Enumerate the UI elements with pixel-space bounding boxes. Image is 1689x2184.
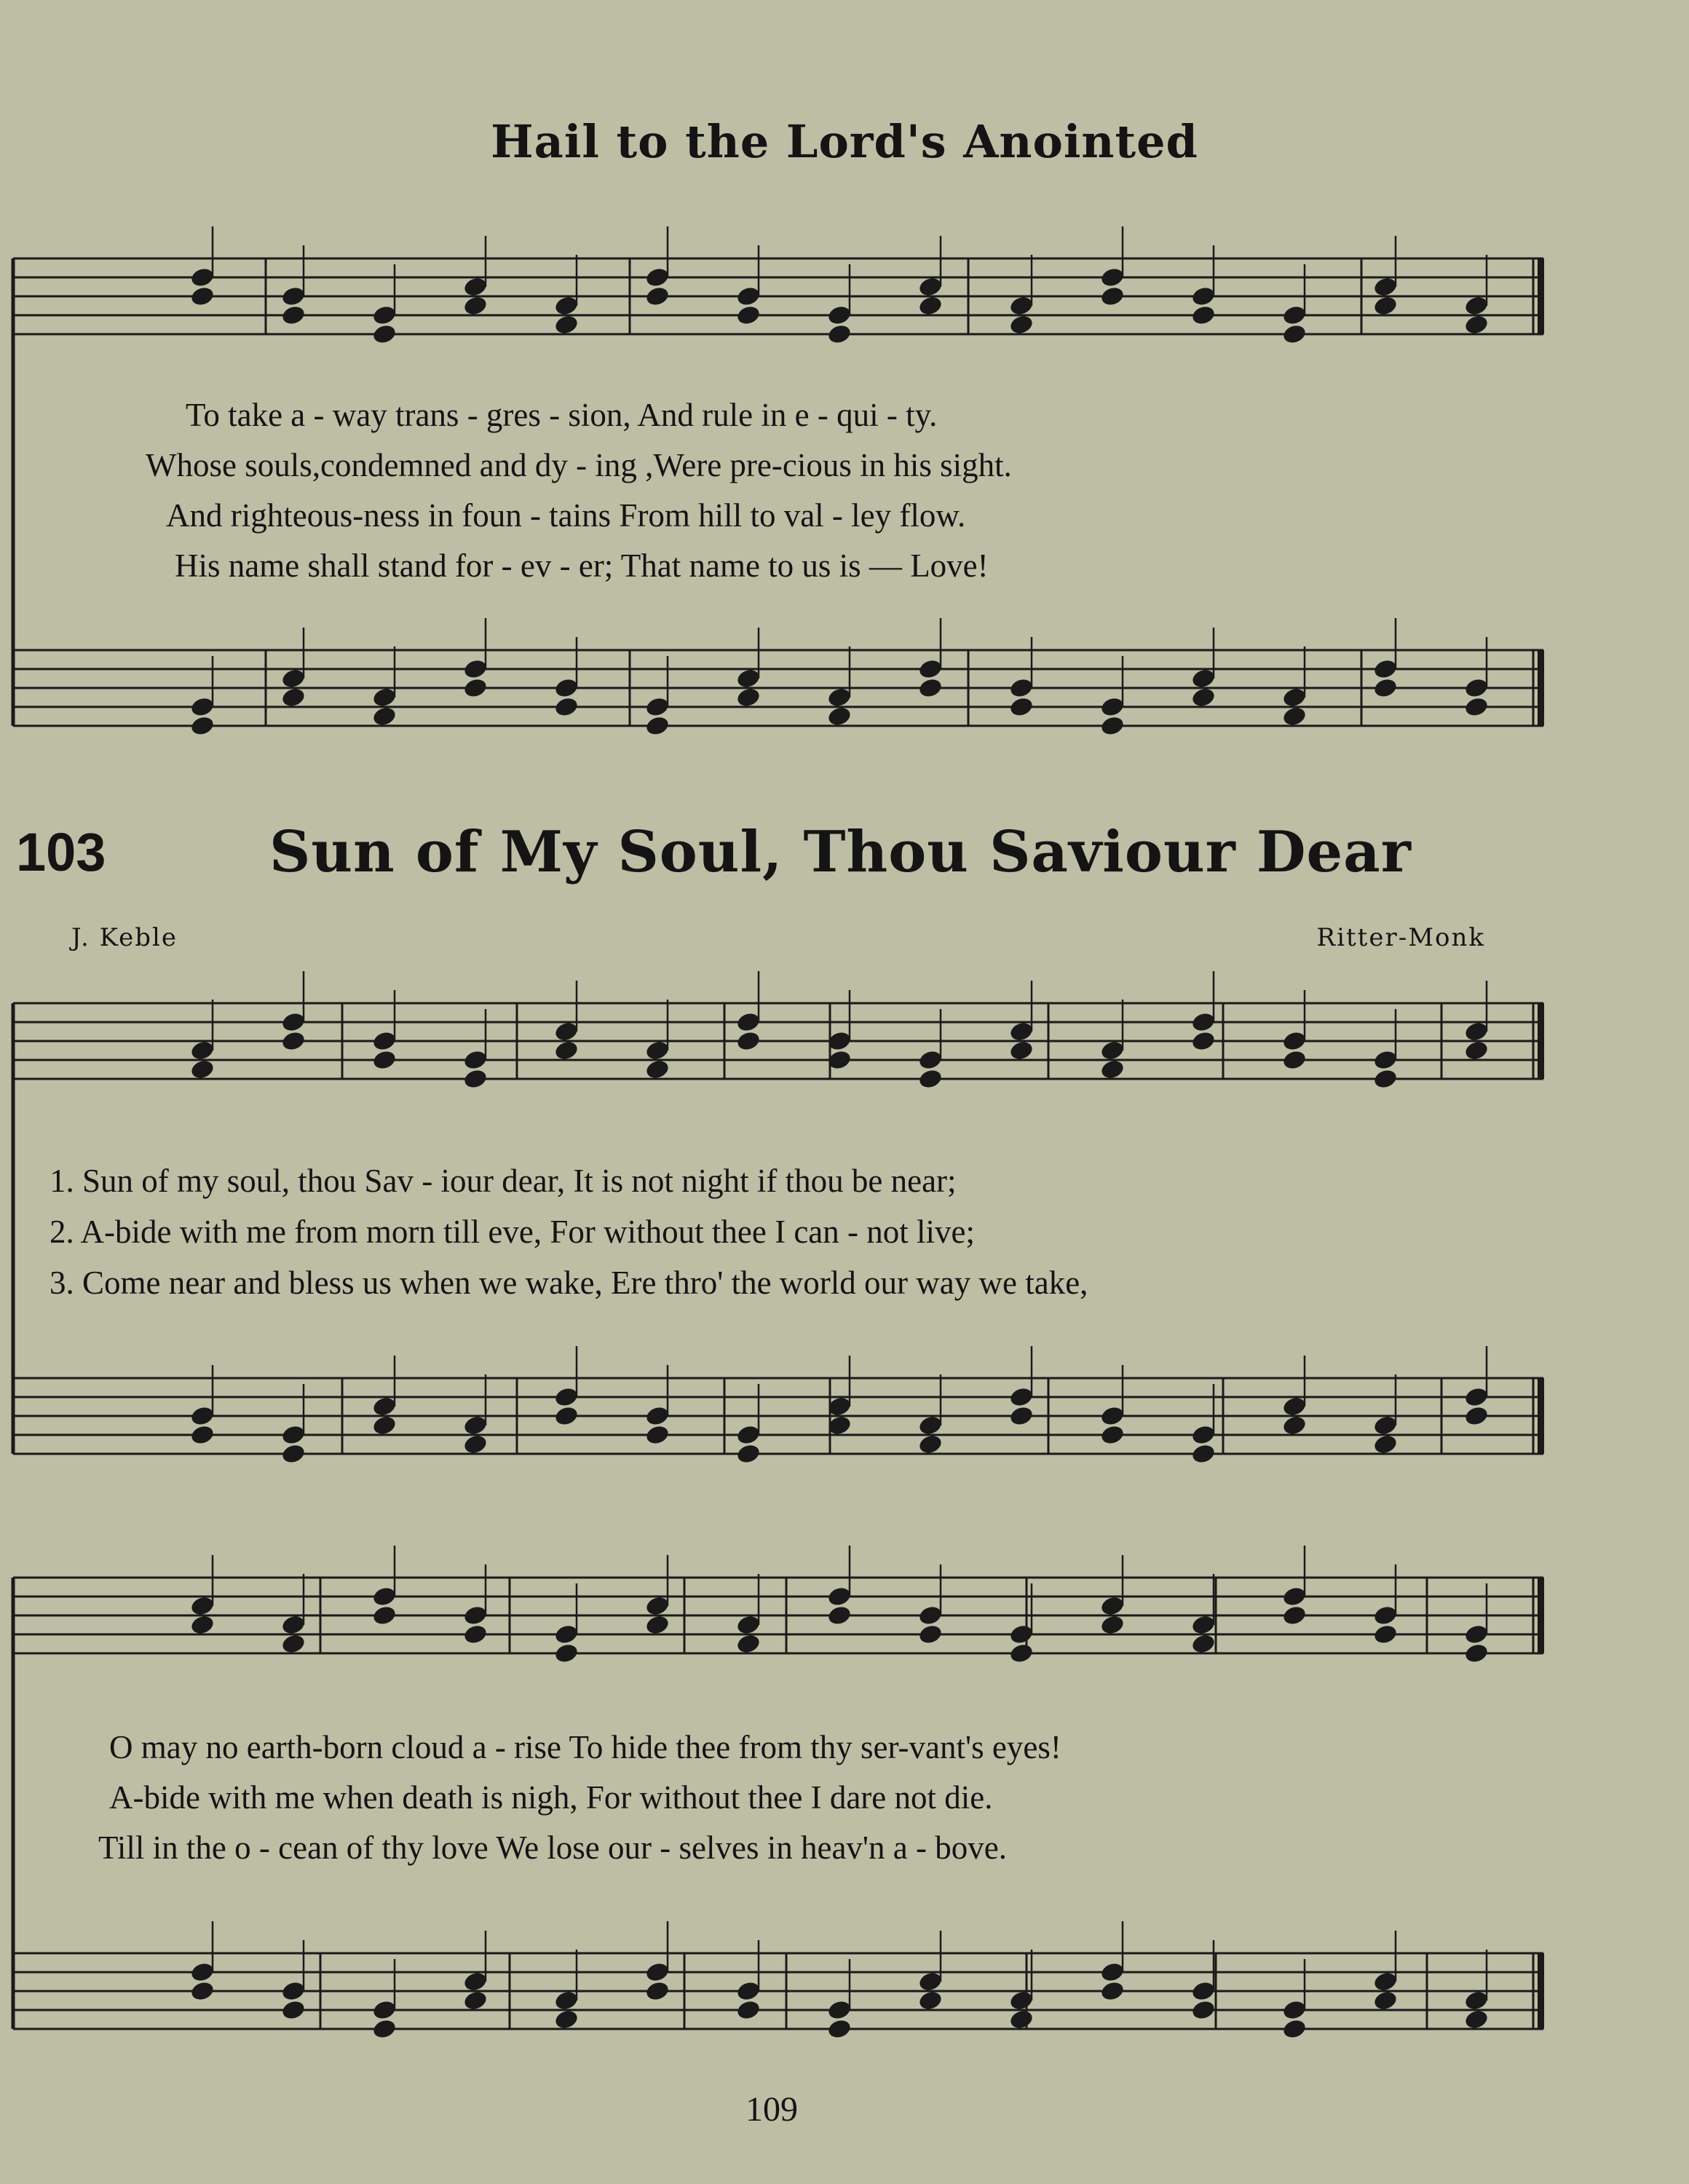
final-barline [1538, 1578, 1544, 1653]
notehead [644, 1059, 671, 1081]
notehead [1190, 1633, 1217, 1655]
notehead [917, 1971, 944, 1993]
notehead [1281, 1999, 1308, 2022]
notehead [1099, 266, 1126, 289]
notehead [280, 668, 306, 690]
notehead [1099, 1614, 1126, 1637]
notehead [189, 1424, 215, 1447]
notehead [1099, 1059, 1126, 1081]
verse-b-line-2: A-bide with me when death is nigh, For without thee I dare not die. [109, 1779, 993, 1816]
notehead [1099, 715, 1126, 737]
notehead [644, 1595, 671, 1618]
notehead [1008, 295, 1035, 317]
notehead [644, 1405, 671, 1428]
notehead [371, 705, 397, 728]
notehead [189, 285, 215, 308]
notehead [735, 1980, 762, 2003]
notehead [1463, 1623, 1490, 1646]
verse-b-line-3: Till in the o - cean of thy love We lose our - selves in heav'n a - bove. [98, 1829, 1007, 1866]
notehead [1372, 1049, 1399, 1072]
notehead [826, 1605, 853, 1627]
notehead [462, 658, 488, 681]
notehead [644, 1614, 671, 1637]
notehead [1190, 1011, 1217, 1034]
notehead [462, 1068, 488, 1091]
final-barline [1538, 1953, 1544, 2029]
composer-credit: Ritter-Monk [1316, 923, 1485, 952]
notehead [735, 1633, 762, 1655]
notehead [735, 668, 762, 690]
notehead [917, 1990, 944, 2012]
notehead [189, 696, 215, 719]
notehead [917, 276, 944, 298]
notehead [371, 1605, 397, 1627]
notehead [826, 705, 853, 728]
notehead [553, 1990, 580, 2012]
notehead [644, 696, 671, 719]
notehead [1372, 658, 1399, 681]
notehead [553, 1623, 580, 1646]
notehead [462, 1990, 488, 2012]
notehead [1008, 1021, 1035, 1043]
notehead [280, 1980, 306, 2003]
notehead [644, 285, 671, 308]
notehead [1281, 1049, 1308, 1072]
notehead [371, 304, 397, 327]
notehead [1281, 2018, 1308, 2041]
notehead [1372, 295, 1399, 317]
notehead [280, 687, 306, 709]
notehead [1190, 304, 1217, 327]
notehead [1463, 1021, 1490, 1043]
notehead [735, 1999, 762, 2022]
page-number: 109 [745, 2090, 798, 2129]
notehead [1463, 1642, 1490, 1665]
verse-a-line-2: 2. A-bide with me from morn till eve, For without thee I can - not live; [50, 1214, 975, 1250]
notehead [371, 1030, 397, 1053]
verse-a-line-3: 3. Come near and bless us when we wake, Ere thro' the world our way we take, [50, 1265, 1088, 1301]
notehead [1190, 668, 1217, 690]
notehead [553, 677, 580, 700]
notehead [1008, 677, 1035, 700]
notehead [371, 323, 397, 346]
notehead [553, 1386, 580, 1409]
notehead [1190, 1980, 1217, 2003]
notehead [280, 285, 306, 308]
notehead [371, 687, 397, 709]
notehead [1463, 1405, 1490, 1428]
notehead [644, 1961, 671, 1984]
notehead [1463, 2009, 1490, 2031]
notehead [553, 1040, 580, 1062]
notehead [1190, 1999, 1217, 2022]
notehead [553, 1405, 580, 1428]
notehead [1281, 323, 1308, 346]
hymn-title-sun: Sun of My Soul, Thou Saviour Dear [269, 819, 1412, 885]
final-barline [1538, 1003, 1544, 1079]
notehead [1281, 304, 1308, 327]
notehead [644, 715, 671, 737]
verse-a-line-1: 1. Sun of my soul, thou Sav - iour dear, It is not night if thou be near; [50, 1163, 957, 1199]
notehead [1281, 705, 1308, 728]
notehead [462, 1415, 488, 1437]
final-barline [1538, 258, 1544, 334]
notehead [189, 1980, 215, 2003]
notehead [735, 1030, 762, 1053]
notehead [1372, 1623, 1399, 1646]
notehead [1190, 1030, 1217, 1053]
notehead [826, 1586, 853, 1608]
notehead [189, 1961, 215, 1984]
notehead [1281, 1586, 1308, 1608]
notehead [1008, 1990, 1035, 2012]
notehead [1008, 1386, 1035, 1409]
notehead [1463, 696, 1490, 719]
notehead [735, 687, 762, 709]
notehead [553, 696, 580, 719]
notehead [1463, 1386, 1490, 1409]
notehead [1281, 1605, 1308, 1627]
notehead [1372, 677, 1399, 700]
notehead [553, 1021, 580, 1043]
notehead [1372, 1605, 1399, 1627]
notehead [917, 1049, 944, 1072]
notehead [189, 1040, 215, 1062]
notehead [371, 1396, 397, 1418]
notehead [1281, 1415, 1308, 1437]
notehead [826, 1999, 853, 2022]
notehead [1190, 1424, 1217, 1447]
notehead [189, 1405, 215, 1428]
verse-line-1: To take a - way trans - gres - sion, And rule in e - qui - ty. [186, 397, 938, 433]
notehead [1463, 314, 1490, 336]
notehead [1008, 696, 1035, 719]
notehead [1372, 276, 1399, 298]
notehead [1281, 1396, 1308, 1418]
notehead [462, 1049, 488, 1072]
notehead [371, 1415, 397, 1437]
notehead [1190, 1614, 1217, 1637]
notehead [1463, 1040, 1490, 1062]
notehead [826, 2018, 853, 2041]
notehead [1099, 285, 1126, 308]
notehead [189, 1059, 215, 1081]
notehead [553, 2009, 580, 2031]
notehead [1190, 687, 1217, 709]
notehead [280, 304, 306, 327]
notehead [189, 1614, 215, 1637]
notehead [1463, 295, 1490, 317]
notehead [1008, 1405, 1035, 1428]
notehead [917, 1068, 944, 1091]
notehead [371, 1586, 397, 1608]
notehead [1099, 1980, 1126, 2003]
notehead [462, 677, 488, 700]
notehead [826, 304, 853, 327]
notehead [1372, 1415, 1399, 1437]
notehead [1008, 1623, 1035, 1646]
verse-line-4: His name shall stand for - ev - er; That name to us is — Love! [175, 547, 989, 584]
notehead [462, 295, 488, 317]
notehead [1008, 2009, 1035, 2031]
notehead [1099, 1424, 1126, 1447]
notehead [189, 266, 215, 289]
notehead [553, 1642, 580, 1665]
notehead [462, 1433, 488, 1456]
notehead [917, 658, 944, 681]
notehead [553, 314, 580, 336]
notehead [189, 1595, 215, 1618]
verse-line-2: Whose souls,condemned and dy - ing ,Were pre-cious in his sight. [146, 447, 1012, 483]
notehead [826, 687, 853, 709]
notehead [371, 2018, 397, 2041]
notehead [1281, 687, 1308, 709]
notehead [1372, 1068, 1399, 1091]
notehead [1008, 1642, 1035, 1665]
verse-line-3: And righteous-ness in foun - tains From hill to val - ley flow. [166, 497, 966, 534]
notehead [1099, 1040, 1126, 1062]
verse-b-line-1: O may no earth-born cloud a - rise To hide thee from thy ser-vant's eyes! [109, 1729, 1061, 1765]
notehead [280, 1443, 306, 1465]
notehead [917, 677, 944, 700]
notehead [735, 304, 762, 327]
notehead [917, 1433, 944, 1456]
notehead [280, 1011, 306, 1034]
notehead [1099, 696, 1126, 719]
notehead [1463, 1990, 1490, 2012]
notehead [644, 266, 671, 289]
notehead [735, 1614, 762, 1637]
notehead [735, 1424, 762, 1447]
notehead [917, 295, 944, 317]
notehead [1372, 1971, 1399, 1993]
notehead [1372, 1433, 1399, 1456]
notehead [735, 285, 762, 308]
notehead [1099, 1595, 1126, 1618]
hymn-title-hail: Hail to the Lord's Anointed [491, 115, 1198, 168]
notehead [1099, 1405, 1126, 1428]
notehead [280, 1999, 306, 2022]
hymn-number: 103 [16, 822, 106, 882]
notehead [1463, 677, 1490, 700]
final-barline [1538, 650, 1544, 726]
notehead [1190, 285, 1217, 308]
notehead [917, 1605, 944, 1627]
notehead [644, 1424, 671, 1447]
notehead [280, 1030, 306, 1053]
author-credit: J. Keble [71, 923, 178, 952]
notehead [371, 1999, 397, 2022]
notehead [1281, 1030, 1308, 1053]
notehead [280, 1633, 306, 1655]
notehead [371, 1049, 397, 1072]
notehead [1008, 314, 1035, 336]
notehead [1372, 1990, 1399, 2012]
notehead [917, 1415, 944, 1437]
notehead [462, 276, 488, 298]
notehead [462, 1605, 488, 1627]
notehead [189, 715, 215, 737]
notehead [462, 1623, 488, 1646]
notehead [553, 295, 580, 317]
notehead [1008, 1040, 1035, 1062]
notehead [1190, 1443, 1217, 1465]
notehead [735, 1011, 762, 1034]
notehead [1099, 1961, 1126, 1984]
notehead [280, 1614, 306, 1637]
final-barline [1538, 1378, 1544, 1454]
notehead [735, 1443, 762, 1465]
notehead [917, 1623, 944, 1646]
notehead [644, 1040, 671, 1062]
notehead [280, 1424, 306, 1447]
notehead [826, 323, 853, 346]
notehead [644, 1980, 671, 2003]
notehead [462, 1971, 488, 1993]
